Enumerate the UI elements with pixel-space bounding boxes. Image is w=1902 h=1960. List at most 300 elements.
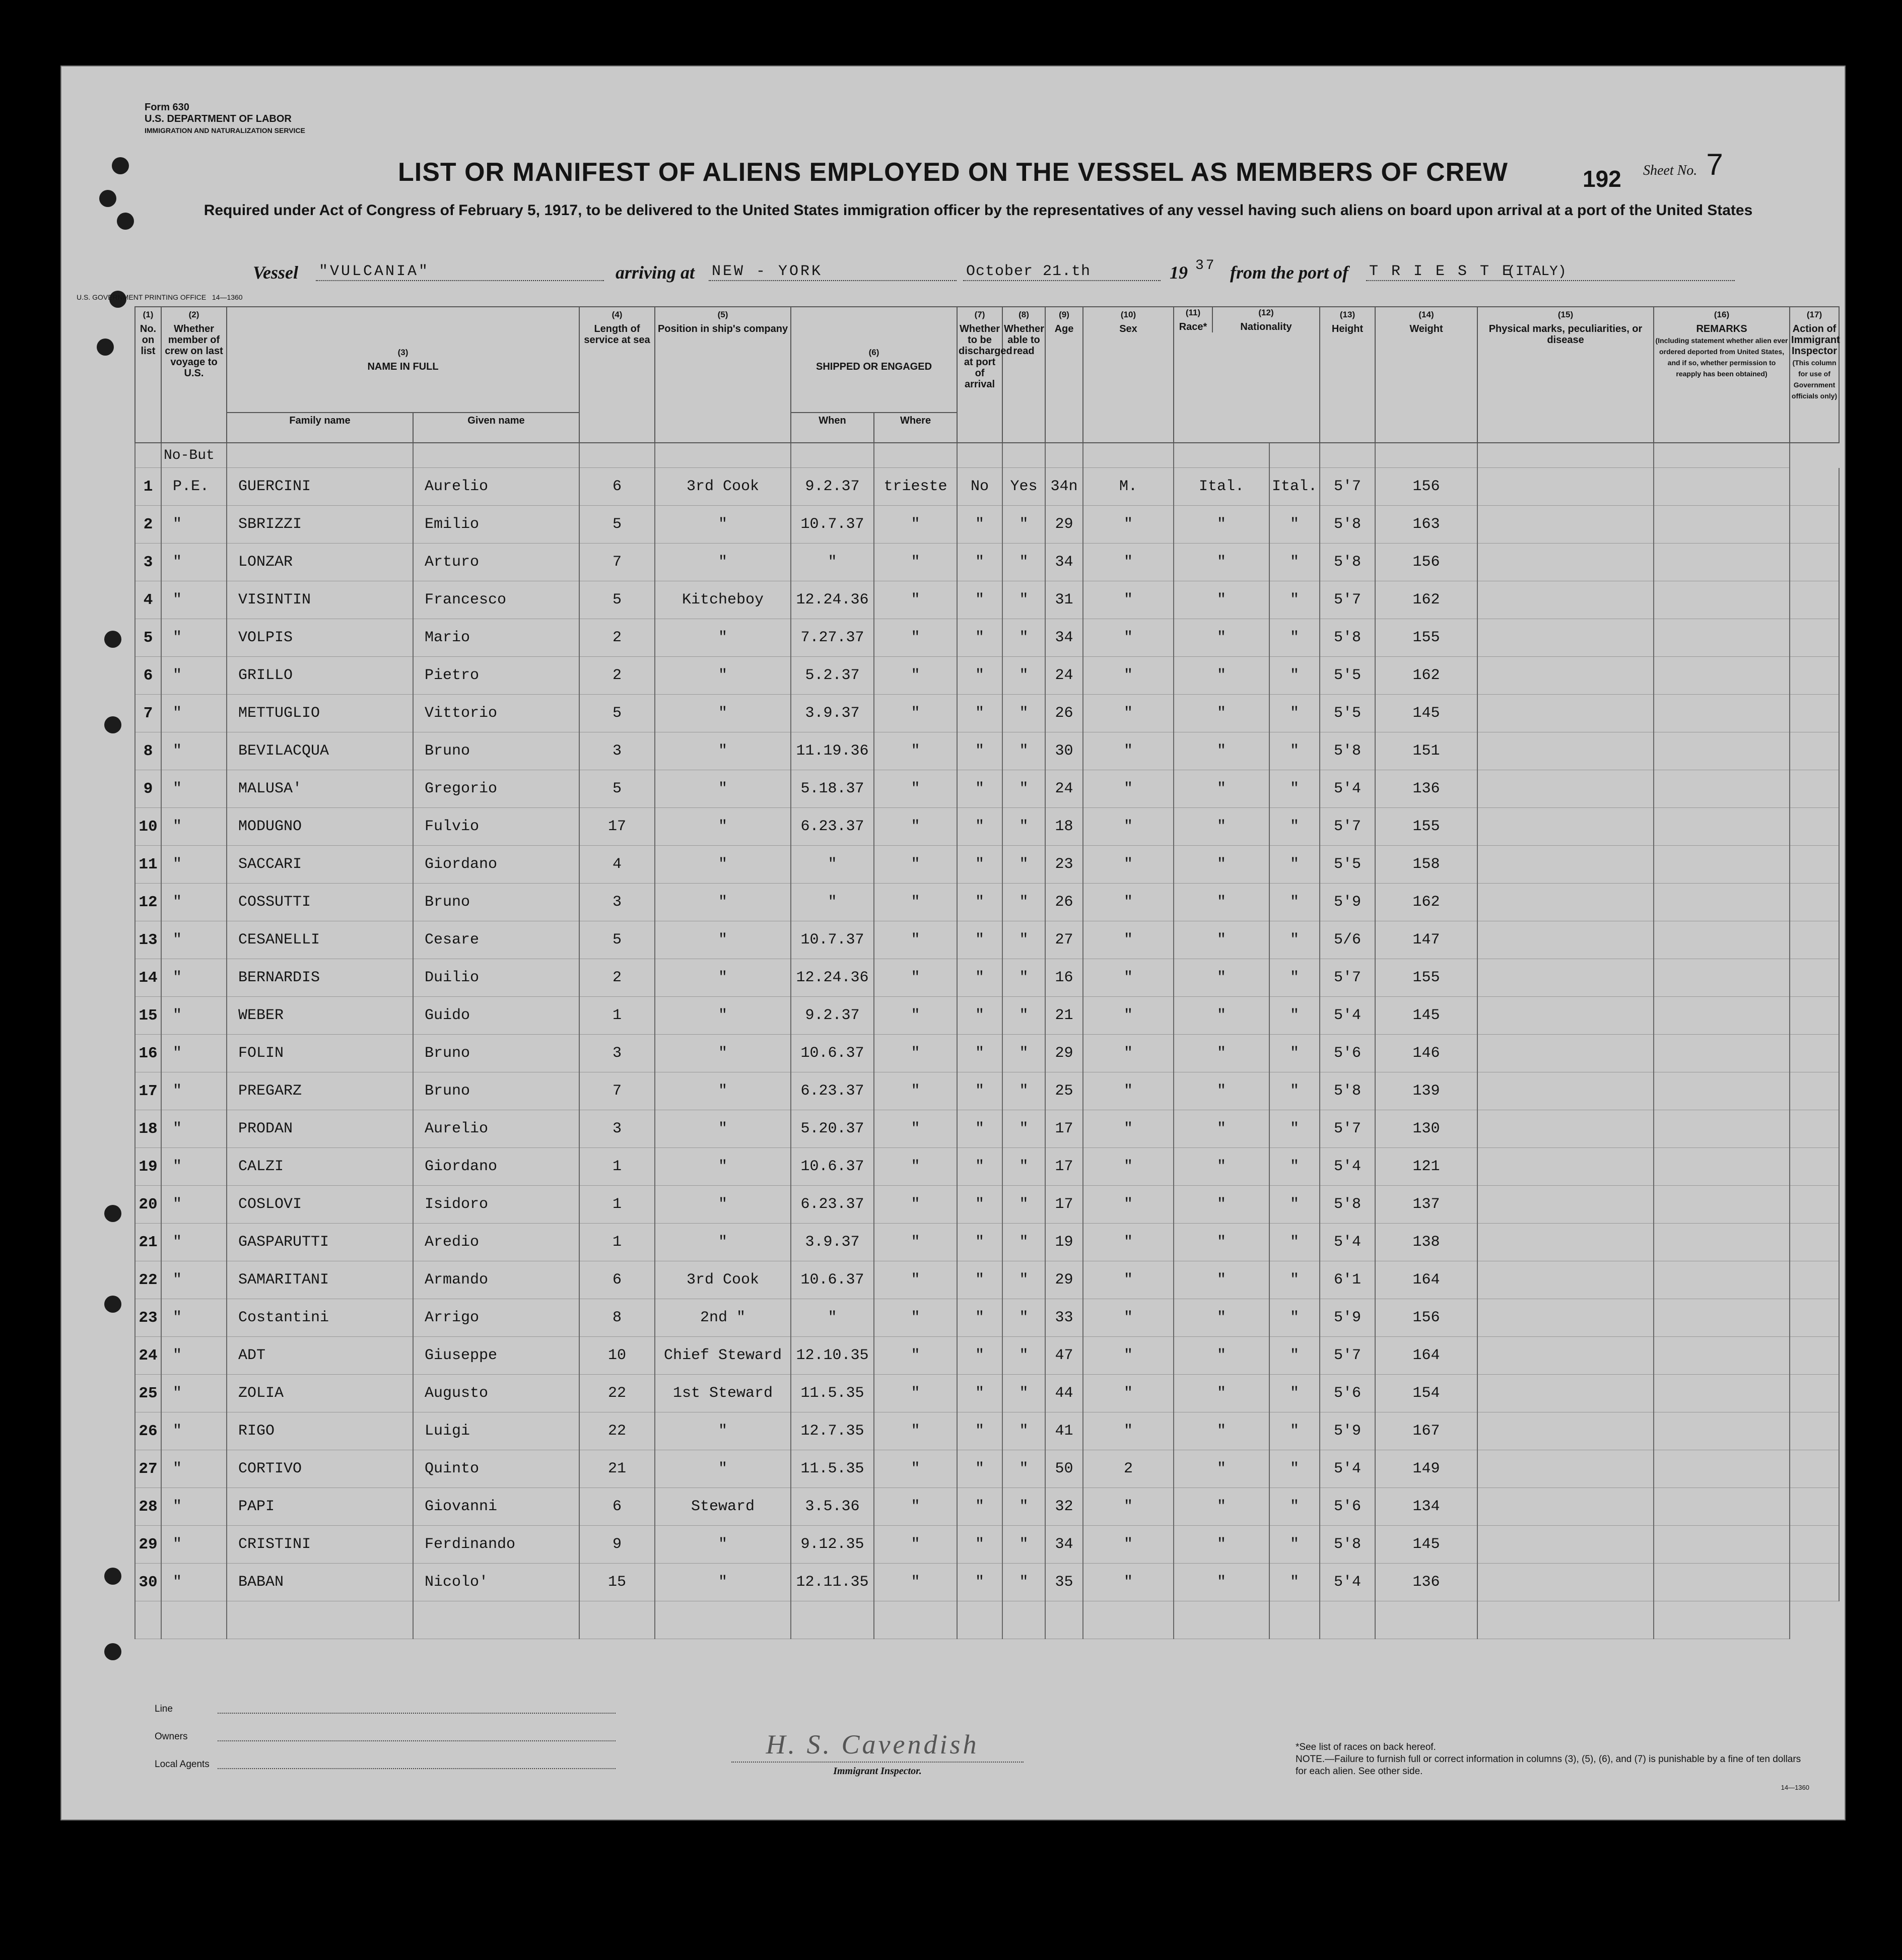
race: " <box>1174 506 1269 544</box>
height: 5'7 <box>1320 1110 1375 1148</box>
col-header-service: (4) Length of service at sea <box>579 307 655 443</box>
weight: 156 <box>1375 468 1477 506</box>
able-to-read: " <box>1002 884 1045 921</box>
binder-hole <box>117 213 134 230</box>
nationality: " <box>1269 1337 1320 1375</box>
sex: " <box>1083 1564 1174 1601</box>
col-header-position: (5) Position in ship's company <box>655 307 791 443</box>
service-length: 5 <box>579 921 655 959</box>
inspector-action <box>1790 1072 1839 1110</box>
sex: " <box>1083 1488 1174 1526</box>
height: 5'4 <box>1320 1224 1375 1261</box>
col-header-list-no: (1) No. on list <box>135 307 161 443</box>
shipped-when: " <box>791 544 874 581</box>
inspector-action <box>1790 846 1839 884</box>
row-number: 2 <box>135 506 161 544</box>
sex: " <box>1083 1337 1174 1375</box>
height: 5'6 <box>1320 1488 1375 1526</box>
given-name: Giovanni <box>413 1488 579 1526</box>
service-length: 1 <box>579 1224 655 1261</box>
able-to-read: " <box>1002 770 1045 808</box>
nationality: " <box>1269 1450 1320 1488</box>
table-row <box>135 1261 1839 1299</box>
height: 5'5 <box>1320 657 1375 695</box>
discharged: " <box>957 1072 1002 1110</box>
row-number: 5 <box>135 619 161 657</box>
nationality: " <box>1269 1526 1320 1564</box>
able-to-read: " <box>1002 695 1045 732</box>
table-row <box>135 1035 1839 1072</box>
shipped-when: 11.19.36 <box>791 732 874 770</box>
col-header-remarks: (16) REMARKS (Including statement whether alien ever ordered deported from United States, and if so, whether permission to reapply has been obtained) <box>1654 307 1790 443</box>
family-name: PAPI <box>227 1488 413 1526</box>
footer-note <box>1296 1741 1809 1794</box>
family-name: VISINTIN <box>227 581 413 619</box>
inspector-label: Immigrant Inspector. <box>731 1762 1024 1777</box>
able-to-read: " <box>1002 808 1045 846</box>
remarks <box>1654 1224 1790 1261</box>
age: 34 <box>1045 1526 1083 1564</box>
discharged: " <box>957 695 1002 732</box>
family-name: CRISTINI <box>227 1526 413 1564</box>
table-row <box>135 1072 1839 1110</box>
arrival-port: NEW - YORK <box>709 263 957 281</box>
able-to-read: " <box>1002 1450 1045 1488</box>
position: " <box>655 695 791 732</box>
age: 34 <box>1045 544 1083 581</box>
family-name: Costantini <box>227 1299 413 1337</box>
shipped-where: " <box>874 1412 957 1450</box>
height: 6'1 <box>1320 1261 1375 1299</box>
inspector-action <box>1790 468 1839 506</box>
previous-voyage: " <box>161 544 227 581</box>
sex: " <box>1083 884 1174 921</box>
remarks <box>1654 1110 1790 1148</box>
previous-voyage: " <box>161 846 227 884</box>
age: 29 <box>1045 1035 1083 1072</box>
family-name: GUERCINI <box>227 468 413 506</box>
family-name: COSSUTTI <box>227 884 413 921</box>
line-field <box>218 1713 616 1714</box>
position: " <box>655 506 791 544</box>
form-code: 14—1360 <box>1781 1784 1809 1791</box>
binder-hole <box>104 1568 121 1585</box>
previous-voyage: " <box>161 1337 227 1375</box>
vessel-label: Vessel <box>253 262 298 283</box>
position: 1st Steward <box>655 1375 791 1412</box>
given-name: Nicolo' <box>413 1564 579 1601</box>
given-name: Isidoro <box>413 1186 579 1224</box>
nationality: " <box>1269 1224 1320 1261</box>
weight: 147 <box>1375 921 1477 959</box>
race: " <box>1174 1375 1269 1412</box>
sex: " <box>1083 959 1174 997</box>
shipped-when: 11.5.35 <box>791 1375 874 1412</box>
sex: " <box>1083 1375 1174 1412</box>
binder-hole <box>104 1643 121 1660</box>
inspector-action <box>1790 544 1839 581</box>
previous-voyage: " <box>161 1488 227 1526</box>
given-name: Duilio <box>413 959 579 997</box>
physical-marks <box>1477 1450 1654 1488</box>
remarks <box>1654 808 1790 846</box>
col-header-where: Where <box>874 413 957 443</box>
given-name: Arturo <box>413 544 579 581</box>
given-name: Bruno <box>413 1072 579 1110</box>
shipped-when: 10.7.37 <box>791 921 874 959</box>
race: " <box>1174 846 1269 884</box>
age: 25 <box>1045 1072 1083 1110</box>
row-number: 9 <box>135 770 161 808</box>
position: " <box>655 1526 791 1564</box>
shipped-where: " <box>874 1299 957 1337</box>
weight: 139 <box>1375 1072 1477 1110</box>
weight: 134 <box>1375 1488 1477 1526</box>
inspector-action <box>1790 1224 1839 1261</box>
table-row <box>135 468 1839 506</box>
service-length: 22 <box>579 1375 655 1412</box>
race: " <box>1174 1564 1269 1601</box>
height: 5'7 <box>1320 1337 1375 1375</box>
service-length: 4 <box>579 846 655 884</box>
age: 30 <box>1045 732 1083 770</box>
service-length: 21 <box>579 1450 655 1488</box>
able-to-read: " <box>1002 732 1045 770</box>
row-number: 12 <box>135 884 161 921</box>
service-length: 5 <box>579 506 655 544</box>
form-identifier <box>145 102 305 137</box>
age: 17 <box>1045 1186 1083 1224</box>
remarks <box>1654 1450 1790 1488</box>
previous-voyage: " <box>161 997 227 1035</box>
age: 26 <box>1045 695 1083 732</box>
sex: " <box>1083 1224 1174 1261</box>
shipped-when: " <box>791 884 874 921</box>
family-name: METTUGLIO <box>227 695 413 732</box>
weight: 145 <box>1375 695 1477 732</box>
shipped-where: " <box>874 1375 957 1412</box>
row-number: 28 <box>135 1488 161 1526</box>
previous-voyage: " <box>161 770 227 808</box>
weight: 137 <box>1375 1186 1477 1224</box>
shipped-when: 6.23.37 <box>791 808 874 846</box>
remarks <box>1654 1488 1790 1526</box>
inspector-action <box>1790 1110 1839 1148</box>
discharged: " <box>957 846 1002 884</box>
shipped-where: " <box>874 1072 957 1110</box>
position: 3rd Cook <box>655 468 791 506</box>
discharged: " <box>957 1224 1002 1261</box>
page-title: LIST OR MANIFEST OF ALIENS EMPLOYED ON THE VESSEL AS MEMBERS OF CREW <box>398 158 1508 187</box>
discharged: " <box>957 997 1002 1035</box>
race: " <box>1174 1488 1269 1526</box>
height: 5'8 <box>1320 506 1375 544</box>
discharged: No <box>957 468 1002 506</box>
height: 5'4 <box>1320 770 1375 808</box>
shipped-where: " <box>874 1526 957 1564</box>
physical-marks <box>1477 657 1654 695</box>
given-name: Guido <box>413 997 579 1035</box>
table-row <box>135 1224 1839 1261</box>
able-to-read: " <box>1002 1035 1045 1072</box>
race: " <box>1174 1186 1269 1224</box>
previous-voyage: " <box>161 1072 227 1110</box>
shipped-when: 10.6.37 <box>791 1148 874 1186</box>
position: Chief Steward <box>655 1337 791 1375</box>
col-header-height: (13) Height <box>1320 307 1375 443</box>
age: 35 <box>1045 1564 1083 1601</box>
position: " <box>655 884 791 921</box>
height: 5'4 <box>1320 997 1375 1035</box>
inspector-action <box>1790 657 1839 695</box>
table-row <box>135 959 1839 997</box>
race: " <box>1174 884 1269 921</box>
discharged: " <box>957 581 1002 619</box>
row-number: 18 <box>135 1110 161 1148</box>
position: " <box>655 544 791 581</box>
sex: " <box>1083 1526 1174 1564</box>
weight: 136 <box>1375 1564 1477 1601</box>
previous-voyage: " <box>161 1261 227 1299</box>
physical-marks <box>1477 1526 1654 1564</box>
age: 19 <box>1045 1224 1083 1261</box>
inspector-action <box>1790 1526 1839 1564</box>
remarks <box>1654 1148 1790 1186</box>
able-to-read: " <box>1002 1488 1045 1526</box>
remarks <box>1654 884 1790 921</box>
discharged: " <box>957 732 1002 770</box>
nationality: " <box>1269 1148 1320 1186</box>
age: 17 <box>1045 1148 1083 1186</box>
remarks <box>1654 1564 1790 1601</box>
weight: 155 <box>1375 619 1477 657</box>
discharged: " <box>957 921 1002 959</box>
weight: 138 <box>1375 1224 1477 1261</box>
sex: " <box>1083 770 1174 808</box>
sex: " <box>1083 657 1174 695</box>
shipped-when: 5.2.37 <box>791 657 874 695</box>
physical-marks <box>1477 1148 1654 1186</box>
family-name: WEBER <box>227 997 413 1035</box>
inspector-action <box>1790 770 1839 808</box>
col-header-age: (9) Age <box>1045 307 1083 443</box>
race: " <box>1174 1299 1269 1337</box>
family-name: BEVILACQUA <box>227 732 413 770</box>
given-name: Arrigo <box>413 1299 579 1337</box>
height: 5'6 <box>1320 1035 1375 1072</box>
sex: " <box>1083 581 1174 619</box>
height: 5/6 <box>1320 921 1375 959</box>
family-name: ADT <box>227 1337 413 1375</box>
binder-hole <box>104 1205 121 1222</box>
inspector-action <box>1790 1148 1839 1186</box>
given-name: Mario <box>413 619 579 657</box>
height: 5'8 <box>1320 1526 1375 1564</box>
shipped-where: " <box>874 1110 957 1148</box>
family-name: COSLOVI <box>227 1186 413 1224</box>
service-length: 6 <box>579 468 655 506</box>
sex: " <box>1083 808 1174 846</box>
height: 5'7 <box>1320 468 1375 506</box>
physical-marks <box>1477 1224 1654 1261</box>
service-length: 9 <box>579 1526 655 1564</box>
weight: 163 <box>1375 506 1477 544</box>
service-length: 7 <box>579 544 655 581</box>
position: Kitcheboy <box>655 581 791 619</box>
discharged: " <box>957 1564 1002 1601</box>
previous-voyage: " <box>161 732 227 770</box>
nationality: " <box>1269 997 1320 1035</box>
shipped-where: " <box>874 1148 957 1186</box>
col-header-sex: (10) Sex <box>1083 307 1174 443</box>
year-prefix: 19 <box>1170 262 1188 283</box>
family-name: SACCARI <box>227 846 413 884</box>
remarks <box>1654 1072 1790 1110</box>
physical-marks <box>1477 884 1654 921</box>
row-number: 6 <box>135 657 161 695</box>
inspector-action <box>1790 1488 1839 1526</box>
crew-rows <box>135 443 1839 1601</box>
shipped-where: " <box>874 884 957 921</box>
sex: " <box>1083 1261 1174 1299</box>
service-length: 22 <box>579 1412 655 1450</box>
shipped-where: " <box>874 959 957 997</box>
sex: " <box>1083 1412 1174 1450</box>
service-length: 5 <box>579 770 655 808</box>
physical-marks <box>1477 1035 1654 1072</box>
table-row <box>135 1450 1839 1488</box>
col-header-previous-voyage: (2) Whether member of crew on last voyage to U.S. <box>161 307 227 443</box>
inspector-action <box>1790 1261 1839 1299</box>
row-number: 1 <box>135 468 161 506</box>
remarks <box>1654 959 1790 997</box>
height: 5'9 <box>1320 1412 1375 1450</box>
nationality: " <box>1269 1299 1320 1337</box>
physical-marks <box>1477 732 1654 770</box>
service-length: 17 <box>579 808 655 846</box>
statutory-requirement: Required under Act of Congress of February 5, 1917, to be delivered to the United States immigration officer by the representatives of any vessel having such aliens on board upon arrival at a port of the United States <box>203 202 1753 219</box>
given-name: Emilio <box>413 506 579 544</box>
race: " <box>1174 619 1269 657</box>
given-name: Armando <box>413 1261 579 1299</box>
table-row <box>135 1412 1839 1450</box>
remarks <box>1654 1186 1790 1224</box>
sex: " <box>1083 1035 1174 1072</box>
remarks <box>1654 1412 1790 1450</box>
race: " <box>1174 770 1269 808</box>
weight: 162 <box>1375 657 1477 695</box>
service-length: 6 <box>579 1488 655 1526</box>
race: " <box>1174 1261 1269 1299</box>
shipped-where: " <box>874 1450 957 1488</box>
remarks <box>1654 581 1790 619</box>
agents-field <box>218 1768 616 1769</box>
shipped-when: 5.18.37 <box>791 770 874 808</box>
height: 5'6 <box>1320 1375 1375 1412</box>
binder-hole <box>104 631 121 648</box>
inspector-action <box>1790 1337 1839 1375</box>
nationality: Ital. <box>1269 468 1320 506</box>
height: 5'7 <box>1320 808 1375 846</box>
height: 5'4 <box>1320 1450 1375 1488</box>
weight: 151 <box>1375 732 1477 770</box>
nationality: " <box>1269 581 1320 619</box>
service-length: 3 <box>579 1110 655 1148</box>
sex: " <box>1083 695 1174 732</box>
shipped-when: 12.11.35 <box>791 1564 874 1601</box>
department: U.S. DEPARTMENT OF LABOR <box>145 113 292 124</box>
family-name: BABAN <box>227 1564 413 1601</box>
sex: " <box>1083 921 1174 959</box>
binder-hole <box>104 716 121 733</box>
sheet-number <box>1643 147 1723 182</box>
age: 29 <box>1045 506 1083 544</box>
position: " <box>655 1186 791 1224</box>
weight: 164 <box>1375 1261 1477 1299</box>
row-number: 10 <box>135 808 161 846</box>
weight: 145 <box>1375 1526 1477 1564</box>
shipped-when: 12.10.35 <box>791 1337 874 1375</box>
race: " <box>1174 1412 1269 1450</box>
table-row <box>135 1488 1839 1526</box>
manifest-sheet <box>60 65 1846 1820</box>
previous-voyage: " <box>161 884 227 921</box>
shipped-when: 10.7.37 <box>791 506 874 544</box>
previous-voyage: " <box>161 1110 227 1148</box>
physical-marks <box>1477 1110 1654 1148</box>
shipped-where: " <box>874 1337 957 1375</box>
family-name: FOLIN <box>227 1035 413 1072</box>
table-row <box>135 732 1839 770</box>
able-to-read: " <box>1002 1337 1045 1375</box>
previous-voyage: " <box>161 1526 227 1564</box>
owners-field <box>218 1740 616 1741</box>
table-row <box>135 1375 1839 1412</box>
nationality: " <box>1269 846 1320 884</box>
shipped-where: " <box>874 1035 957 1072</box>
position: " <box>655 1224 791 1261</box>
remarks <box>1654 732 1790 770</box>
remarks <box>1654 1375 1790 1412</box>
nationality: " <box>1269 1375 1320 1412</box>
previous-voyage: " <box>161 808 227 846</box>
shipped-where: " <box>874 657 957 695</box>
physical-marks <box>1477 770 1654 808</box>
family-name: BERNARDIS <box>227 959 413 997</box>
race: " <box>1174 732 1269 770</box>
shipped-where: " <box>874 997 957 1035</box>
position: " <box>655 1148 791 1186</box>
agents-label: Local Agents <box>155 1759 210 1770</box>
race: " <box>1174 1224 1269 1261</box>
previous-voyage: " <box>161 1375 227 1412</box>
height: 5'7 <box>1320 581 1375 619</box>
shipped-where: " <box>874 1488 957 1526</box>
remarks <box>1654 506 1790 544</box>
table-row <box>135 1186 1839 1224</box>
physical-marks <box>1477 846 1654 884</box>
row-number: 4 <box>135 581 161 619</box>
previous-voyage: " <box>161 1148 227 1186</box>
service-length: 6 <box>579 1261 655 1299</box>
nationality: " <box>1269 695 1320 732</box>
row-number: 23 <box>135 1299 161 1337</box>
discharged: " <box>957 808 1002 846</box>
weight: 156 <box>1375 1299 1477 1337</box>
able-to-read: " <box>1002 1148 1045 1186</box>
age: 18 <box>1045 808 1083 846</box>
physical-marks <box>1477 997 1654 1035</box>
